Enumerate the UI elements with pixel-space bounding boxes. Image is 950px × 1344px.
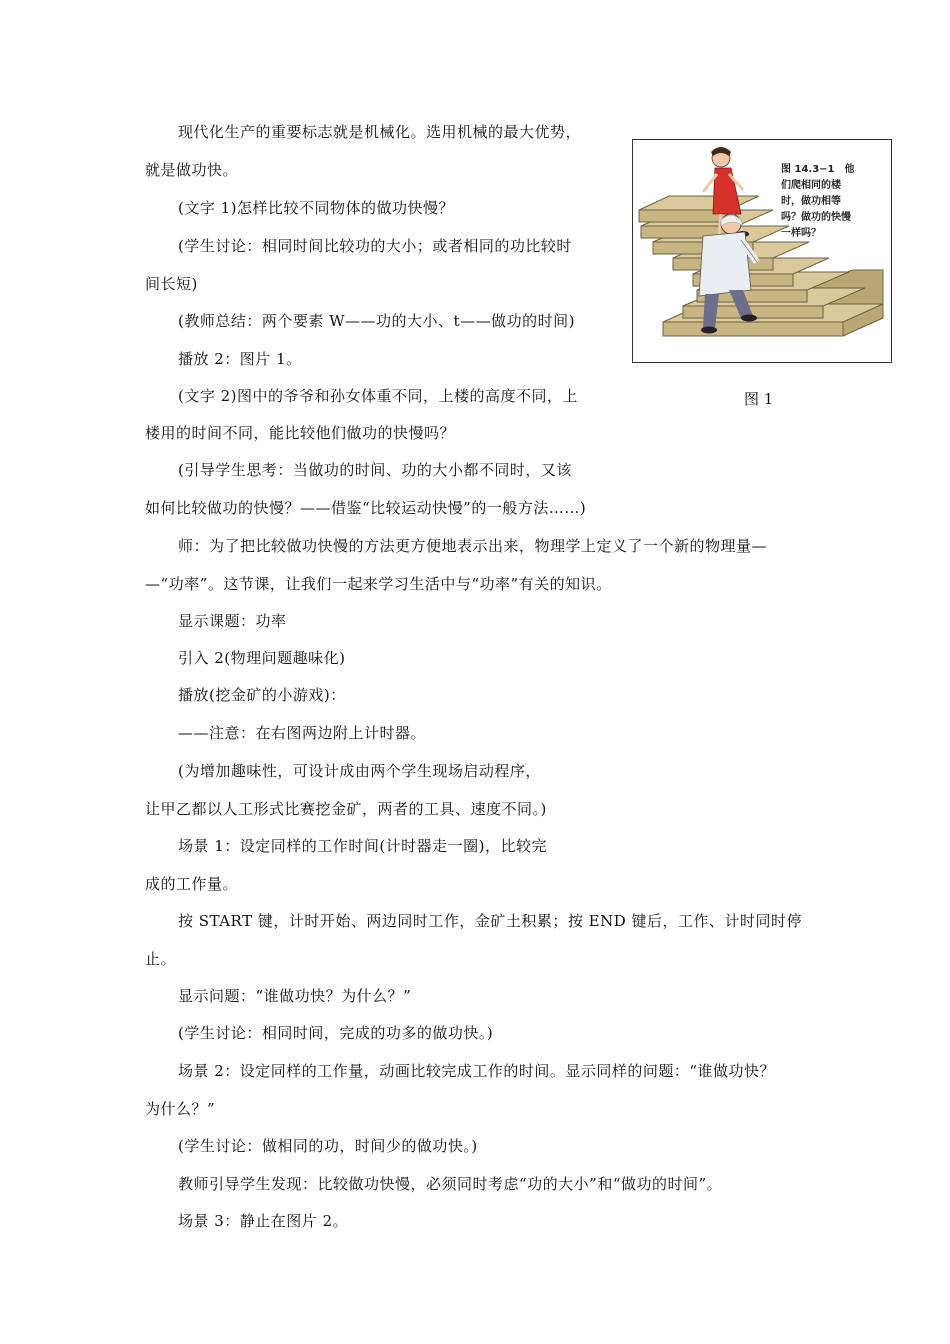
paragraph-line: 播放(挖金矿的小游戏)： [178,686,346,704]
paragraph-line: (教师总结：两个要素 W——功的大小、t——做功的时间) [178,312,575,330]
paragraph-line: (为增加趣味性，可设计成由两个学生现场启动程序， [178,762,541,780]
paragraph-line: 现代化生产的重要标志就是机械化。选用机械的最大优势， [178,123,582,141]
paragraph-line: 引入 2(物理问题趣味化) [178,649,346,667]
paragraph-line: ——注意：在右图两边附上计时器。 [178,724,427,742]
paragraph-line: (学生讨论：相同时间，完成的功多的做功快。) [178,1024,494,1042]
paragraph-line: 场景 2：设定同样的工作量，动画比较完成工作的时间。显示同样的问题：“谁做功快？ [178,1062,775,1080]
paragraph-line: (引导学生思考：当做功的时间、功的大小都不同时，又该 [178,461,572,479]
paragraph-line: (文字 1)怎样比较不同物体的做功快慢？ [178,199,455,217]
paragraph-line: 就是做功快。 [145,161,239,179]
figure-stairs-illustration [632,139,892,363]
paragraph-line: 如何比较做功的快慢？——借鉴“比较运动快慢”的一般方法……) [145,499,587,517]
paragraph-line: 显示课题：功率 [178,612,287,630]
paragraph-line: 止。 [145,950,177,968]
figure-caption-line: 图 14.3−1 他 [781,164,855,175]
paragraph-line: 显示问题：“谁做功快？为什么？” [178,987,412,1005]
paragraph-line: 为什么？” [145,1100,216,1118]
paragraph-line: 楼用的时间不同，能比较他们做功的快慢吗？ [145,424,456,442]
paragraph-line: —“功率”。这节课，让我们一起来学习生活中与“功率”有关的知识。 [145,575,612,593]
paragraph-line: 师：为了把比较做功快慢的方法更方便地表示出来，物理学上定义了一个新的物理量— [178,537,768,555]
paragraph-line: 间长短) [145,275,198,293]
figure-label: 图 1 [744,390,774,408]
paragraph-line: 按 START 键，计时开始、两边同时工作，金矿土积累；按 END 键后，工作、计时同时停 [178,912,803,930]
paragraph-line: 场景 3：静止在图片 2。 [178,1212,349,1230]
figure-caption-line: 吗？做功的快慢 [781,212,851,223]
figure-caption [781,162,885,242]
paragraph-line: (文字 2)图中的爷爷和孙女体重不同，上楼的高度不同，上 [178,387,579,405]
paragraph-line: 场景 1：设定同样的工作时间(计时器走一圈)，比较完 [178,837,548,855]
paragraph-line: 让甲乙都以人工形式比赛挖金矿，两者的工具、速度不同。) [145,800,547,818]
paragraph-line: 教师引导学生发现：比较做功快慢，必须同时考虑“功的大小”和“做功的时间”。 [178,1175,723,1193]
figure-caption-line: 们爬相同的楼 [781,180,841,191]
paragraph-line: (学生讨论：做相同的功，时间少的做功快。) [178,1137,478,1155]
paragraph-line: (学生讨论：相同时间比较功的大小；或者相同的功比较时 [178,237,572,255]
figure-caption-line: 时，做功相等 [781,196,841,207]
paragraph-line: 播放 2：图片 1。 [178,350,302,368]
figure-caption-line: 一样吗？ [781,228,821,239]
paragraph-line: 成的工作量。 [145,875,239,893]
